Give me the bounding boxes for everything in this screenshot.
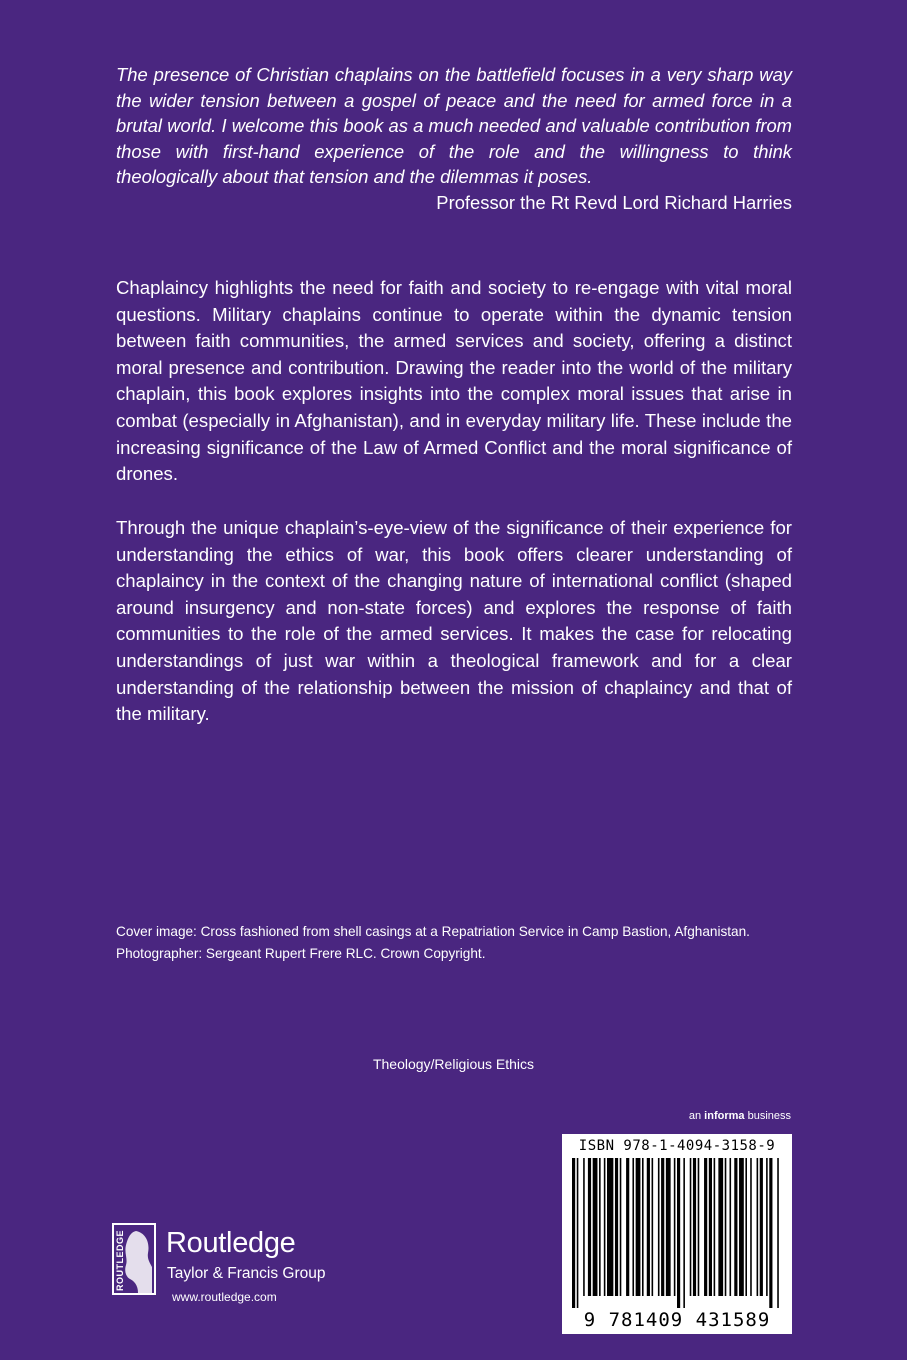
cover-image-credit: Cover image: Cross fashioned from shell casings at a Repatriation Service in Camp Bastion, Afghanistan. Photographer: Sergeant Rupert Frere RLC. Crown Copyright. [116,924,750,961]
barcode-bar [734,1158,737,1296]
routledge-mark-icon [112,1223,156,1295]
barcode-bar [615,1158,618,1296]
barcode-bar [704,1158,707,1296]
subject-category: Theology/Religious Ethics [372,1056,535,1072]
quote-text: The presence of Christian chaplains on the battlefield focuses in a very sharp way the wider tension between a gospel of peace and the need for armed force in a brutal world. I welcome this book as a much needed and valuable contribution from those with first-hand experience of the role and the willingness to think theologically about that tension and the dilemmas it poses. [116,64,792,188]
barcode-bar [632,1158,634,1296]
barcode-bar [698,1158,700,1296]
barcode-bars [572,1158,782,1308]
barcode-bar [745,1158,747,1296]
informa-prefix: an [688,1110,702,1122]
barcode-bar [626,1158,629,1296]
barcode-bar [593,1158,598,1296]
barcode-bar [725,1158,727,1296]
barcode-bar [588,1158,591,1296]
barcode-bar [777,1158,779,1308]
barcode-bar [604,1158,606,1296]
blurb-paragraph-2: Through the unique chaplain’s-eye-view of the significance of their experience for understanding the ethics of war, this book offers clearer understanding of chaplaincy in the context of the changing nature of international conflict (shaped around insurgency and non-state forces) and explores the response of faith communities to the role of the armed services. It makes the case for relocating understandings of just war within a theological framework and for a clear understanding of the relationship between the mission of chaplaincy and that of the military. [116,517,792,725]
routledge-logo [112,1223,412,1313]
endorsement-quote [116,62,792,216]
barcode-bar [661,1158,664,1296]
informa-suffix: business [747,1110,791,1122]
barcode-bar [642,1158,644,1296]
publisher-group: Taylor & Francis Group [167,1265,326,1282]
barcode-bar [607,1158,613,1296]
blurb-paragraph-1: Chaplaincy highlights the need for faith and society to re-engage with vital moral questions. Military chaplains continue to operate within the dynamic tension between faith communities, the armed services and society, offering a distinct moral presence and contribution. Drawing the reader into the world of the military chaplain, this book explores insights into the complex moral issues that arise in combat (especially in Afghanistan), and in everyday military life. These include the increasing significance of the Law of Armed Conflict and the moral significance of drones. [116,277,792,485]
barcode-bar [766,1158,768,1296]
publisher-url: www.routledge.com [172,1290,277,1304]
barcode-bar [718,1158,723,1296]
barcode-bar [674,1158,676,1296]
quote-attribution: Professor the Rt Revd Lord Richard Harries [436,191,792,213]
barcode-bar [577,1158,579,1308]
barcode-bar [690,1158,692,1296]
barcode-bar [709,1158,712,1296]
barcode-bar [572,1158,575,1308]
barcode-bar [636,1158,641,1296]
barcode-bar [620,1158,622,1296]
informa-brand: informa [704,1110,745,1122]
barcode-bar [666,1158,671,1296]
barcode-bar [769,1158,772,1308]
barcode-bar [750,1158,752,1296]
logo-mark-text: ROUTLEDGE [115,1229,125,1291]
barcode-bar [683,1158,685,1308]
publisher-name: Routledge [166,1227,296,1259]
barcode-digits: 9 781409 431589 [583,1309,771,1331]
informa-business-tag [689,1110,791,1122]
barcode-bar [760,1158,763,1296]
barcode-bar [693,1158,696,1296]
barcode-bar [647,1158,650,1296]
barcode-bar [739,1158,744,1296]
barcode-bar [599,1158,601,1296]
barcode-bar [730,1158,732,1296]
barcode-bar [658,1158,660,1296]
barcode-bar [652,1158,654,1296]
isbn-label: ISBN 978-1-4094-3158-9 [578,1138,776,1154]
isbn-barcode [562,1134,792,1334]
barcode-bar [757,1158,759,1296]
barcode-bar [714,1158,716,1296]
barcode-bar [677,1158,680,1308]
barcode-bar [583,1158,585,1296]
